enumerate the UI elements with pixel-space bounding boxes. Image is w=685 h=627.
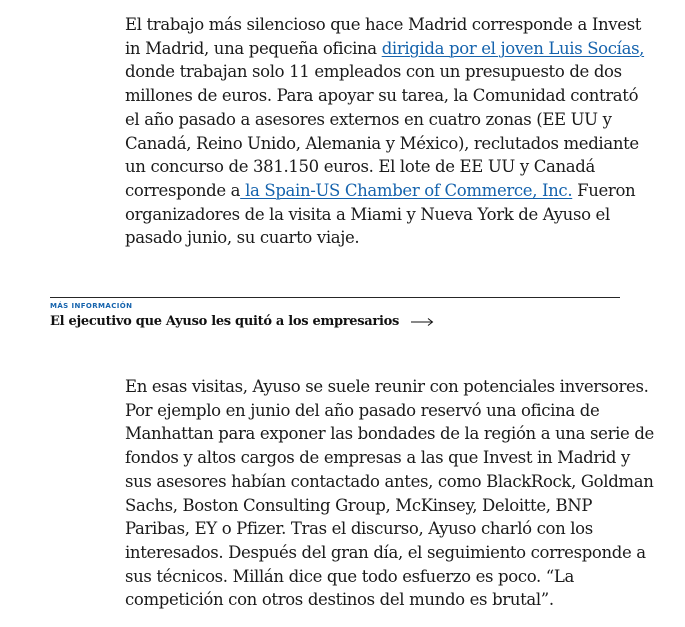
text-line: competición con otros destinos del mundo es brutal”. xyxy=(125,590,554,610)
related-article-title: El ejecutivo que Ayuso les quitó a los empresarios xyxy=(50,314,399,329)
arrow-right-icon xyxy=(411,317,435,327)
text-line: Sachs, Boston Consulting Group, McKinsey, Deloitte, BNP xyxy=(125,495,593,515)
related-article-link[interactable] xyxy=(50,314,435,329)
text-line: sus técnicos. Millán dice que todo esfuerzo es poco. “La xyxy=(125,566,574,586)
text-line: Canadá, Reino Unido, Alemania y México), reclutados mediante xyxy=(125,133,639,153)
text-line: Por ejemplo en junio del año pasado reservó una oficina de xyxy=(125,400,600,420)
text-segment: in Madrid, una pequeña oficina xyxy=(125,38,382,58)
text-line: el año pasado a asesores externos en cuatro zonas (EE UU y xyxy=(125,109,612,129)
article-paragraph-1 xyxy=(125,13,645,250)
text-line: donde trabajan solo 11 empleados con un presupuesto de dos xyxy=(125,62,622,82)
text-line: un concurso de 381.150 euros. El lote de EE UU y Canadá xyxy=(125,157,595,177)
luis-socias-link[interactable]: dirigida por el joven Luis Socías, xyxy=(381,38,645,58)
text-line: Paribas, EY o Pfizer. Tras el discurso, Ayuso charló con los xyxy=(125,519,593,539)
text-segment: Fueron xyxy=(572,180,636,200)
text-segment: corresponde a xyxy=(125,180,241,200)
text-line xyxy=(125,179,636,203)
text-line xyxy=(125,37,645,61)
article-paragraph-2 xyxy=(125,375,654,612)
text-line: organizadores de la visita a Miami y Nueva York de Ayuso el xyxy=(125,204,610,224)
text-line: fondos y altos cargos de empresas a las que Invest in Madrid y xyxy=(125,448,630,468)
text-line: interesados. Después del gran día, el seguimiento corresponde a xyxy=(125,542,646,562)
text-line: sus asesores habían contactado antes, como BlackRock, Goldman xyxy=(125,471,654,491)
text-line: pasado junio, su cuarto viaje. xyxy=(125,228,360,248)
spain-us-chamber-link[interactable]: la Spain-US Chamber of Commerce, Inc. xyxy=(240,180,573,200)
text-line: millones de euros. Para apoyar su tarea, la Comunidad contrató xyxy=(125,86,639,106)
text-line: En esas visitas, Ayuso se suele reunir con potenciales inversores. xyxy=(125,377,649,396)
more-info-label: MÁS INFORMACIÓN xyxy=(50,302,133,310)
text-line: El trabajo más silencioso que hace Madrid corresponde a Invest xyxy=(125,15,642,34)
text-line: Manhattan para exponer las bondades de la región a una serie de xyxy=(125,424,654,444)
more-info-box xyxy=(50,297,620,329)
